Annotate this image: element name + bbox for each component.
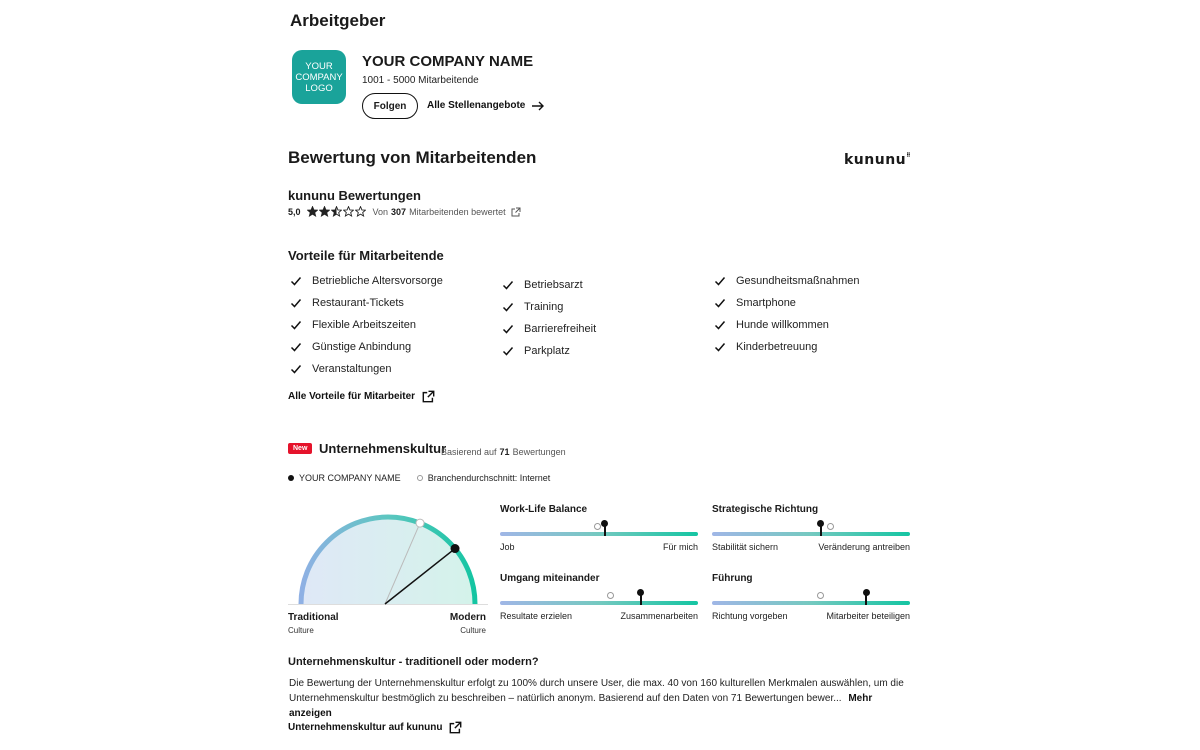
all-jobs-link[interactable] xyxy=(427,100,545,111)
star-rating xyxy=(307,206,367,217)
benefit-item xyxy=(714,292,860,314)
dimension-left-label: Stabilität sichern xyxy=(712,542,779,552)
kununu-logo: kununu⠿ xyxy=(844,152,912,168)
dimension-bar xyxy=(500,532,698,536)
rating-score: 5,0 xyxy=(288,206,301,217)
benefits-title: Vorteile für Mitarbeitende xyxy=(288,248,444,263)
external-link-icon xyxy=(422,390,435,403)
culture-description-block xyxy=(289,676,911,721)
dimension-industry-marker xyxy=(817,592,824,599)
culture-based-on xyxy=(441,447,566,457)
dimension-bar xyxy=(712,532,910,536)
dimension-right-label: Mitarbeiter beteiligen xyxy=(826,611,910,621)
benefit-label: Restaurant-Tickets xyxy=(312,297,404,309)
based-count: 71 xyxy=(499,447,510,457)
gauge-company-marker xyxy=(451,544,460,553)
employee-count: 1001 - 5000 Mitarbeitende xyxy=(362,75,479,86)
dimension-bar xyxy=(500,601,698,605)
culture-description: Die Bewertung der Unternehmenskultur erfolgt zu 100% durch unsere User, die max. 40 von 160 kulturellen Merkmalen auswählen, um die Unternehmenskultur bestmöglich zu beschreiben – natürlich anonym. Basierend auf den Daten von 71 Bewertungen bewer... xyxy=(289,678,904,704)
dimension-left-label: Resultate erzielen xyxy=(500,611,573,621)
check-icon xyxy=(714,275,726,287)
rating-from-suffix: Mitarbeitenden bewertet xyxy=(409,206,506,217)
legend-company-label: YOUR COMPANY NAME xyxy=(299,473,401,483)
culture-kununu-label: Unternehmenskultur auf kununu xyxy=(288,722,443,733)
dimension-right-label: Veränderung antreiben xyxy=(818,542,910,552)
star-empty-icon xyxy=(355,206,366,217)
dimension-company-marker xyxy=(863,589,870,596)
benefit-label: Günstige Anbindung xyxy=(312,341,412,353)
dimension-industry-marker xyxy=(594,523,601,530)
dimension-title: Strategische Richtung xyxy=(712,504,819,515)
dimension-right-label: Zusammenarbeiten xyxy=(620,611,698,621)
benefit-item xyxy=(502,340,596,362)
benefit-item xyxy=(714,270,860,292)
benefit-item xyxy=(714,336,860,358)
culture-title: Unternehmenskultur xyxy=(319,441,447,456)
gauge-left-sub: Culture xyxy=(288,626,314,635)
reviews-section-title: Bewertung von Mitarbeitenden xyxy=(288,148,537,167)
benefit-item xyxy=(290,336,443,358)
check-icon xyxy=(502,301,514,313)
benefit-label: Gesundheitsmaßnahmen xyxy=(736,275,860,287)
culture-dimension xyxy=(712,573,910,625)
based-prefix: Basierend auf xyxy=(441,447,497,457)
based-suffix: Bewertungen xyxy=(512,447,566,457)
dimension-bar xyxy=(712,601,910,605)
dimension-company-marker xyxy=(601,520,608,527)
benefits-column xyxy=(502,274,596,362)
benefit-item xyxy=(290,270,443,292)
gauge-left-label: Traditional xyxy=(288,612,339,623)
more-button[interactable]: Mehr anzeigen xyxy=(289,693,873,719)
benefit-item xyxy=(502,274,596,296)
benefit-label: Veranstaltungen xyxy=(312,363,392,375)
benefit-label: Hunde willkommen xyxy=(736,319,829,331)
star-half-icon xyxy=(331,206,342,217)
follow-button[interactable]: Folgen xyxy=(362,93,418,119)
dimension-company-marker xyxy=(637,589,644,596)
gauge-right-sub: Culture xyxy=(460,626,486,635)
culture-question-title: Unternehmenskultur - traditionell oder modern? xyxy=(288,656,539,668)
benefit-label: Flexible Arbeitszeiten xyxy=(312,319,416,331)
check-icon xyxy=(290,363,302,375)
company-name: YOUR COMPANY NAME xyxy=(362,53,534,70)
check-icon xyxy=(502,279,514,291)
external-link-icon xyxy=(449,721,462,734)
company-logo[interactable] xyxy=(292,50,346,104)
check-icon xyxy=(714,341,726,353)
legend-company-dot xyxy=(288,475,294,481)
arrow-right-icon xyxy=(531,101,545,111)
culture-kununu-link[interactable] xyxy=(288,721,462,734)
dimension-left-label: Job xyxy=(500,542,515,552)
gauge-industry-marker xyxy=(416,519,424,527)
check-icon xyxy=(502,323,514,335)
new-badge: New xyxy=(288,443,312,454)
external-link-icon[interactable] xyxy=(511,207,521,217)
logo-line: YOUR xyxy=(305,60,333,72)
culture-dimension xyxy=(500,573,698,625)
culture-dimension xyxy=(712,504,910,556)
culture-dimension xyxy=(500,504,698,556)
benefit-label: Parkplatz xyxy=(524,345,570,357)
rating-from-prefix: Von xyxy=(372,206,389,217)
dimension-industry-marker xyxy=(827,523,834,530)
rating-count: 307 xyxy=(391,206,407,217)
culture-legend xyxy=(288,473,550,483)
dimension-title: Umgang miteinander xyxy=(500,573,600,584)
benefit-label: Betriebliche Altersvorsorge xyxy=(312,275,443,287)
rating-row xyxy=(288,206,521,217)
employer-section-title: Arbeitgeber xyxy=(290,11,386,30)
benefits-column xyxy=(714,270,860,358)
dimension-title: Work-Life Balance xyxy=(500,504,588,515)
benefit-label: Smartphone xyxy=(736,297,796,309)
all-benefits-link[interactable] xyxy=(288,390,435,403)
logo-line: LOGO xyxy=(305,82,333,94)
check-icon xyxy=(290,341,302,353)
benefit-item xyxy=(714,314,860,336)
benefit-label: Kinderbetreuung xyxy=(736,341,818,353)
legend-industry-dot xyxy=(417,475,423,481)
dimension-left-label: Richtung vorgeben xyxy=(712,611,788,621)
check-icon xyxy=(714,297,726,309)
check-icon xyxy=(714,319,726,331)
dimension-right-label: Für mich xyxy=(662,542,698,552)
star-filled-icon xyxy=(307,206,318,217)
benefit-item xyxy=(502,318,596,340)
check-icon xyxy=(502,345,514,357)
logo-line: COMPANY xyxy=(295,71,343,83)
benefit-item xyxy=(290,314,443,336)
star-empty-icon xyxy=(343,206,354,217)
benefit-label: Training xyxy=(524,301,564,313)
benefit-item xyxy=(290,358,443,380)
check-icon xyxy=(290,297,302,309)
dimension-industry-marker xyxy=(607,592,614,599)
gauge-right-label: Modern xyxy=(449,612,486,623)
star-filled-icon xyxy=(319,206,330,217)
dimension-company-marker xyxy=(817,520,824,527)
benefit-item xyxy=(290,292,443,314)
culture-gauge xyxy=(288,505,488,609)
gauge-fill xyxy=(301,517,475,604)
dimension-title: Führung xyxy=(712,573,753,584)
all-benefits-label: Alle Vorteile für Mitarbeiter xyxy=(288,391,416,402)
benefit-label: Barrierefreiheit xyxy=(524,323,597,335)
check-icon xyxy=(290,275,302,287)
benefits-column xyxy=(290,270,443,380)
legend-industry-label: Branchendurchschnitt: Internet xyxy=(427,473,551,483)
benefit-label: Betriebsarzt xyxy=(524,279,583,291)
kununu-reviews-title: kununu Bewertungen xyxy=(288,188,421,203)
benefit-item xyxy=(502,296,596,318)
all-jobs-label: Alle Stellenangebote xyxy=(427,100,526,111)
check-icon xyxy=(290,319,302,331)
kununu-brand: kununu xyxy=(844,152,907,168)
